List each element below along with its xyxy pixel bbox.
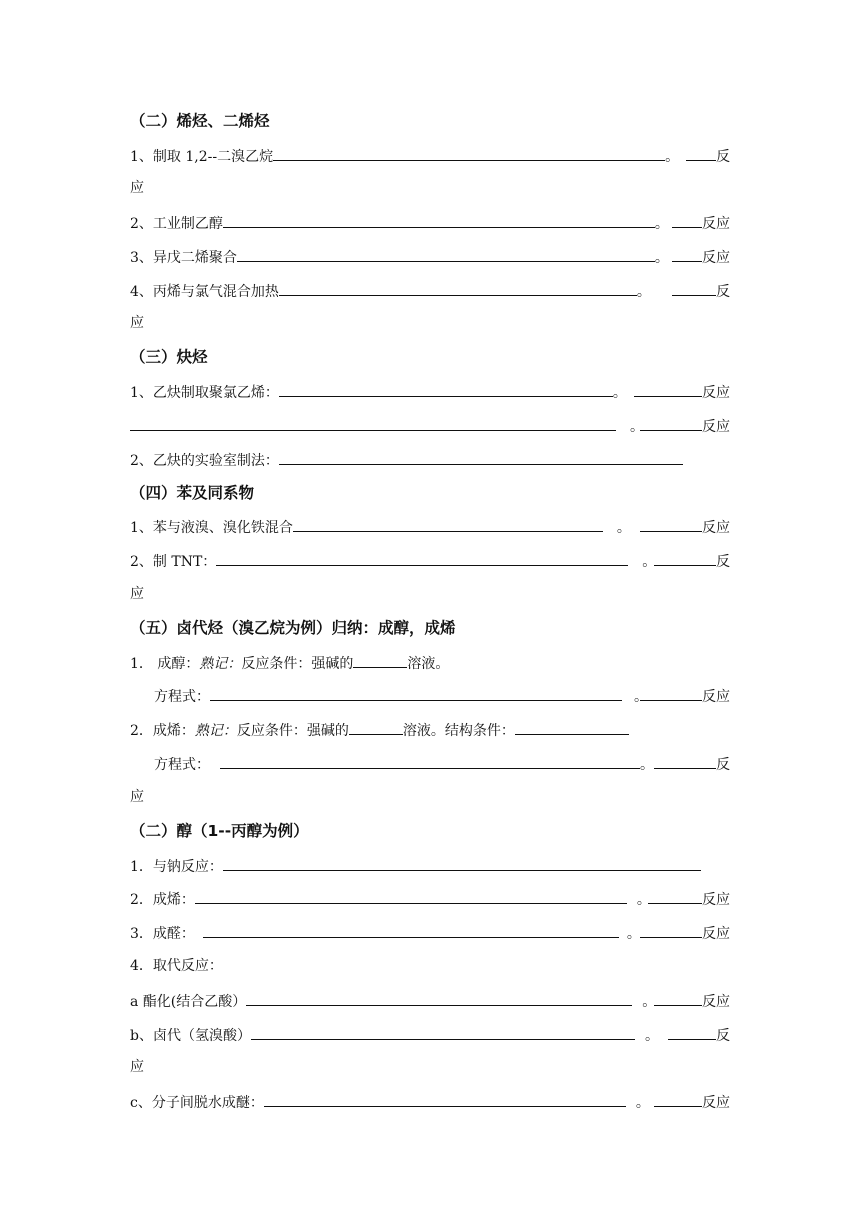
- reaction-type-blank[interactable]: [654, 991, 702, 1006]
- answer-blank[interactable]: [216, 551, 628, 566]
- answer-blank[interactable]: [237, 247, 655, 262]
- equation-line-1: 方程式： 。: [154, 686, 648, 706]
- answer-blank[interactable]: [246, 991, 632, 1006]
- reaction-type-line: 反: [672, 281, 730, 301]
- question-alcohol-2: 2．成烯： 。: [130, 889, 651, 909]
- answer-blank[interactable]: [264, 1092, 626, 1107]
- wrapped-reaction-text: 应: [130, 1059, 144, 1075]
- wrapped-reaction-text: 应: [130, 586, 144, 602]
- question-alkene-1: 1、制取 1,2--二溴乙烷 。: [130, 146, 679, 166]
- answer-blank[interactable]: [130, 416, 616, 431]
- structure-blank[interactable]: [515, 720, 629, 735]
- reaction-type-line: 反应: [634, 382, 730, 402]
- reaction-type-line: 反: [668, 1025, 730, 1045]
- question-alcohol-1: 1．与钠反应：: [130, 856, 701, 876]
- condition-blank[interactable]: [349, 720, 403, 735]
- answer-blank[interactable]: [203, 923, 619, 938]
- reaction-type-line: 反: [686, 146, 730, 166]
- reaction-type-line: 反应: [672, 247, 730, 267]
- reaction-type-blank[interactable]: [634, 382, 702, 397]
- question-alkyne-1b: 。: [130, 416, 644, 436]
- reaction-type-line: 反: [654, 551, 730, 571]
- reaction-type-blank[interactable]: [654, 551, 716, 566]
- reaction-type-blank[interactable]: [640, 923, 702, 938]
- question-alcohol-4a: a 酯化(结合乙酸） 。: [130, 991, 656, 1011]
- memorize-note: 熟记：: [199, 656, 242, 672]
- answer-blank[interactable]: [251, 1025, 635, 1040]
- section-title-alkynes: （三）炔烃: [130, 348, 208, 366]
- question-alkyne-2: 2、乙炔的实验室制法：: [130, 450, 683, 470]
- reaction-type-blank[interactable]: [640, 686, 702, 701]
- question-alcohol-4: 4．取代反应：: [130, 958, 223, 974]
- question-benzene-2: 2、制 TNT： 。: [130, 551, 656, 571]
- wrapped-reaction-text: 应: [130, 315, 144, 331]
- question-alkene-3: 3、异戊二烯聚合 。: [130, 247, 669, 267]
- answer-blank[interactable]: [279, 281, 637, 296]
- reaction-type-line: 反应: [654, 1092, 730, 1112]
- reaction-type-blank[interactable]: [686, 146, 716, 161]
- wrapped-reaction-text: 应: [130, 180, 144, 196]
- question-alkyne-1: 1、乙炔制取聚氯乙烯： 。: [130, 382, 627, 402]
- equation-blank[interactable]: [210, 686, 622, 701]
- section-title-benzene: （四）苯及同系物: [130, 484, 255, 502]
- reaction-type-line: 反应: [648, 889, 730, 909]
- section-title-alcohol: （二）醇（1--丙醇为例）: [130, 822, 309, 840]
- section-title-alkenes: （二）烯烃、二烯烃: [130, 112, 270, 130]
- reaction-type-line: 反应: [640, 517, 730, 537]
- wrapped-reaction-text: 应: [130, 789, 144, 805]
- reaction-type-blank[interactable]: [668, 1025, 716, 1040]
- answer-blank[interactable]: [293, 517, 603, 532]
- answer-blank[interactable]: [195, 889, 627, 904]
- question-alkene-2: 2、工业制乙醇 。: [130, 213, 669, 233]
- equation-line-2: 方程式： 。: [154, 754, 654, 774]
- reaction-type-line: 反应: [640, 686, 730, 706]
- reaction-type-blank[interactable]: [654, 754, 716, 769]
- question-alcohol-4c: c、分子间脱水成醚： 。: [130, 1092, 650, 1112]
- reaction-type-line: 反应: [672, 213, 730, 233]
- reaction-type-blank[interactable]: [672, 281, 716, 296]
- equation-blank[interactable]: [220, 754, 640, 769]
- question-alcohol-3: 3．成醛： 。: [130, 923, 641, 943]
- reaction-type-line: 反应: [640, 923, 730, 943]
- question-benzene-1: 1、苯与液溴、溴化铁混合 。: [130, 517, 631, 537]
- question-alkene-4: 4、丙烯与氯气混合加热 。: [130, 281, 651, 301]
- reaction-type-blank[interactable]: [672, 247, 702, 262]
- reaction-type-line: 反应: [640, 416, 730, 436]
- question-halo-2: 2．成烯：熟记：反应条件：强碱的 溶液。结构条件：: [130, 720, 629, 740]
- answer-blank[interactable]: [279, 450, 683, 465]
- reaction-type-blank[interactable]: [672, 213, 702, 228]
- answer-blank[interactable]: [279, 382, 613, 397]
- question-label: 1、制取 1,2--二溴乙烷: [130, 149, 274, 165]
- answer-blank[interactable]: [223, 856, 701, 871]
- question-alcohol-4b: b、卤代（氢溴酸） 。: [130, 1025, 659, 1045]
- reaction-type-blank[interactable]: [654, 1092, 702, 1107]
- answer-blank[interactable]: [273, 146, 665, 161]
- reaction-type-line: 反: [654, 754, 730, 774]
- question-halo-1: 1． 成醇：熟记：反应条件：强碱的 溶液。: [130, 653, 449, 673]
- answer-blank[interactable]: [223, 213, 655, 228]
- reaction-type-line: 反应: [654, 991, 730, 1011]
- memorize-note: 熟记：: [194, 723, 237, 739]
- reaction-type-blank[interactable]: [640, 416, 702, 431]
- section-title-haloalkane: （五）卤代烃（溴乙烷为例）归纳：成醇，成烯: [130, 619, 456, 637]
- reaction-type-blank[interactable]: [640, 517, 702, 532]
- reaction-type-blank[interactable]: [648, 889, 702, 904]
- condition-blank[interactable]: [353, 653, 407, 668]
